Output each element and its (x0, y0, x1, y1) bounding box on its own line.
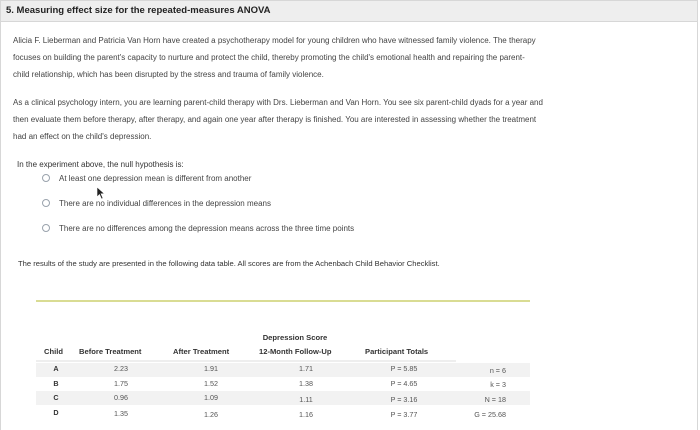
cell-child: C (53, 393, 59, 402)
cell-stat: k = 3 (490, 380, 506, 389)
answer-option-2[interactable] (42, 196, 271, 210)
cell-stat: N = 18 (484, 395, 506, 404)
cell-before: 1.75 (114, 379, 128, 388)
intro-line: focuses on building the parent's capacity to nurture and protect the child, thereby promoting the child's emotional health and repairing the parent- (13, 53, 525, 62)
option-label: There are no individual differences in the depression means (59, 198, 271, 208)
null-hypothesis-prompt: In the experiment above, the null hypothesis is: (17, 160, 184, 169)
intro-line: Alicia F. Lieberman and Patricia Van Horn have created a psychotherapy model for young children who have witnessed family violence. The therapy (13, 36, 536, 45)
table-top-rule (36, 300, 530, 302)
cell-before: 1.35 (114, 409, 128, 418)
cell-child: B (53, 379, 59, 388)
cell-total: P = 3.77 (390, 410, 418, 419)
data-table (36, 306, 530, 430)
cell-followup: 1.71 (299, 364, 313, 373)
cell-child: A (53, 364, 59, 373)
results-intro: The results of the study are presented in the following data table. All scores are from the Achenbach Child Behavior Checklist. (18, 259, 440, 268)
col-header-followup: 12-Month Follow-Up (259, 347, 332, 356)
row-stripe (36, 391, 530, 405)
study-line: As a clinical psychology intern, you are learning parent-child therapy with Drs. Lieberman and Van Horn. You see six parent-child dyads for a year and (13, 98, 543, 107)
cell-after: 1.91 (204, 364, 218, 373)
group-header: Depression Score (262, 333, 328, 342)
cell-before: 0.96 (114, 393, 128, 402)
col-header-before: Before Treatment (79, 347, 142, 356)
option-label: There are no differences among the depression means across the three time points (59, 223, 355, 233)
question-title: 5. Measuring effect size for the repeated-measures ANOVA (6, 5, 271, 16)
data-table-svg (36, 306, 530, 430)
question-header (0, 0, 698, 22)
intro-paragraph (13, 32, 661, 83)
cell-child: D (53, 408, 59, 417)
study-line: then evaluate them before therapy, after therapy, and again one year after therapy is finished. You are interested in assessing whether the treatment (13, 115, 537, 124)
cell-followup: 1.38 (299, 379, 313, 388)
answer-option-1[interactable] (42, 171, 251, 185)
study-line: had an effect on the child's depression. (13, 132, 152, 141)
cell-followup: 1.16 (299, 410, 313, 419)
col-header-child: Child (44, 347, 63, 356)
cell-after: 1.52 (204, 379, 218, 388)
cell-total: P = 5.85 (390, 364, 418, 373)
cell-after: 1.09 (204, 393, 218, 402)
cell-total: P = 3.16 (390, 395, 418, 404)
radio-button[interactable] (42, 224, 50, 232)
cell-followup: 1.11 (299, 395, 313, 404)
intro-line: child relationship, which has been disrupted by the stress and trauma of family violence. (13, 70, 324, 79)
row-stripe (36, 363, 530, 377)
mouse-pointer-icon (96, 186, 106, 200)
study-paragraph (13, 94, 661, 145)
cell-total: P = 4.65 (390, 379, 418, 388)
cell-after: 1.26 (204, 410, 218, 419)
radio-button[interactable] (42, 174, 50, 182)
cell-stat: G = 25.68 (474, 410, 506, 419)
cell-stat: n = 6 (489, 366, 506, 375)
col-header-totals: Participant Totals (365, 347, 429, 356)
col-header-after: After Treatment (173, 347, 230, 356)
cell-before: 2.23 (114, 364, 128, 373)
radio-button[interactable] (42, 199, 50, 207)
option-label: At least one depression mean is different from another (59, 173, 252, 183)
answer-option-3[interactable] (42, 221, 354, 235)
